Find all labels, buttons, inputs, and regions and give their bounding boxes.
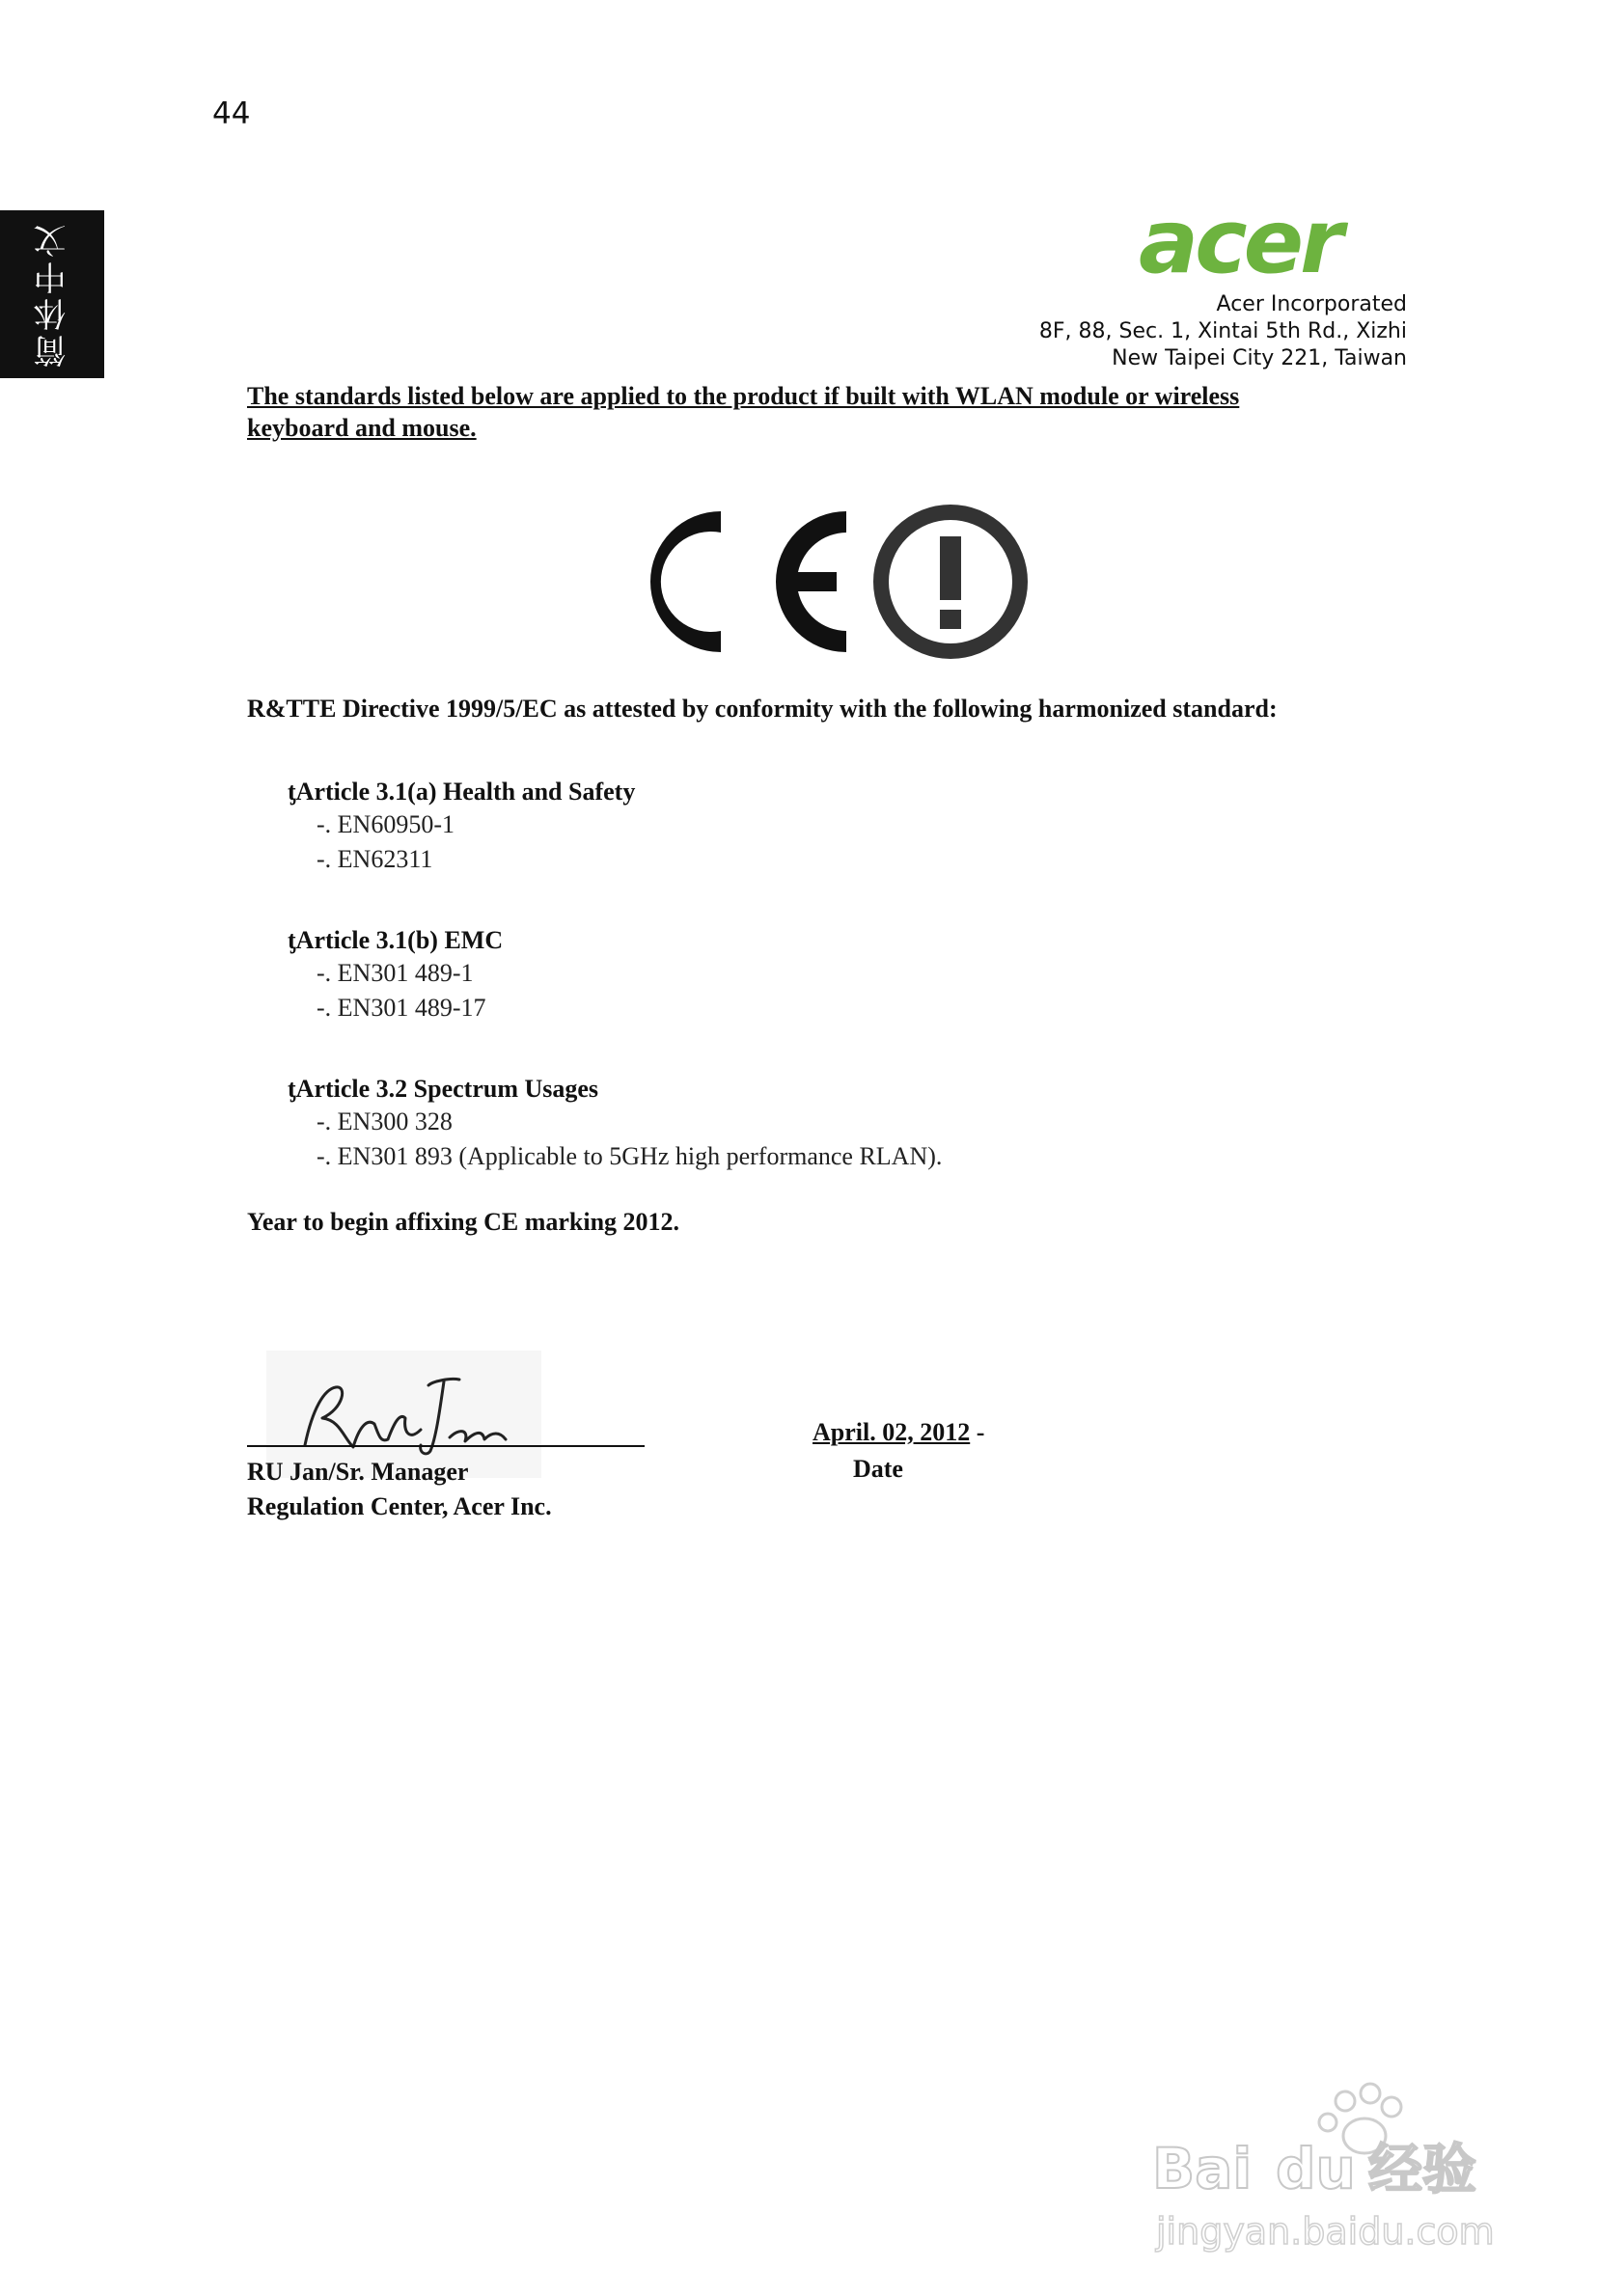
address-line: 8F, 88, Sec. 1, Xintai 5th Rd., Xizhi bbox=[1038, 319, 1407, 343]
standard-item: -. EN60950-1 bbox=[317, 810, 455, 838]
standard-item: -. EN300 328 bbox=[317, 1107, 453, 1135]
handwritten-signature bbox=[286, 1370, 537, 1466]
bullet: ƫ bbox=[288, 1075, 296, 1103]
language-label: 简体中文 bbox=[33, 221, 72, 368]
article-heading: ƫArticle 3.2 Spectrum Usages bbox=[288, 1075, 599, 1103]
address-line: Acer Incorporated bbox=[1216, 292, 1407, 316]
signature-date bbox=[813, 1418, 984, 1447]
ce-e-letter bbox=[776, 511, 846, 652]
ce-alert-mark bbox=[632, 500, 1037, 664]
baidu-watermark bbox=[1139, 2074, 1544, 2267]
svg-text:acer: acer bbox=[1139, 208, 1340, 286]
article-heading: ƫArticle 3.1(a) Health and Safety bbox=[288, 778, 636, 806]
date-value: April. 02, 2012 bbox=[813, 1418, 971, 1446]
company-address bbox=[1039, 291, 1407, 372]
date-label: Date bbox=[853, 1455, 903, 1483]
address-line: New Taipei City 221, Taiwan bbox=[1112, 346, 1407, 370]
standard-item: -. EN62311 bbox=[317, 845, 433, 873]
page-number: 44 bbox=[212, 96, 251, 131]
signature-line bbox=[247, 1445, 645, 1447]
standard-item: -. EN301 489-17 bbox=[317, 994, 486, 1022]
ce-c-letter bbox=[650, 511, 721, 652]
bullet: ƫ bbox=[288, 778, 296, 806]
alert-exclamation-bar bbox=[940, 536, 961, 600]
signer-block bbox=[247, 1455, 552, 1524]
svg-text:经验: 经验 bbox=[1368, 2139, 1476, 2201]
svg-text:du: du bbox=[1276, 2136, 1356, 2201]
alert-exclamation-dot bbox=[940, 610, 961, 629]
acer-logo bbox=[1139, 208, 1409, 286]
directive-statement: R&TTE Directive 1999/5/EC as attested by conformity with the following harmonized standard: bbox=[247, 695, 1278, 723]
intro-statement: The standards listed below are applied to the product if built with WLAN module or wireless keyboard and mouse. bbox=[247, 382, 1240, 442]
article-heading: ƫArticle 3.1(b) EMC bbox=[288, 926, 504, 954]
standard-item: -. EN301 893 (Applicable to 5GHz high performance RLAN). bbox=[317, 1142, 943, 1170]
language-side-tab bbox=[0, 210, 104, 378]
standard-item: -. EN301 489-1 bbox=[317, 959, 474, 987]
date-suffix: - bbox=[970, 1418, 985, 1446]
signer-organization: Regulation Center, Acer Inc. bbox=[247, 1492, 552, 1520]
signer-name: RU Jan/Sr. Manager bbox=[247, 1458, 469, 1486]
bullet: ƫ bbox=[288, 926, 296, 954]
ce-marking-year: Year to begin affixing CE marking 2012. bbox=[247, 1208, 680, 1236]
svg-text:Bai: Bai bbox=[1152, 2136, 1253, 2201]
svg-text:jingyan.baidu.com: jingyan.baidu.com bbox=[1156, 2210, 1495, 2253]
